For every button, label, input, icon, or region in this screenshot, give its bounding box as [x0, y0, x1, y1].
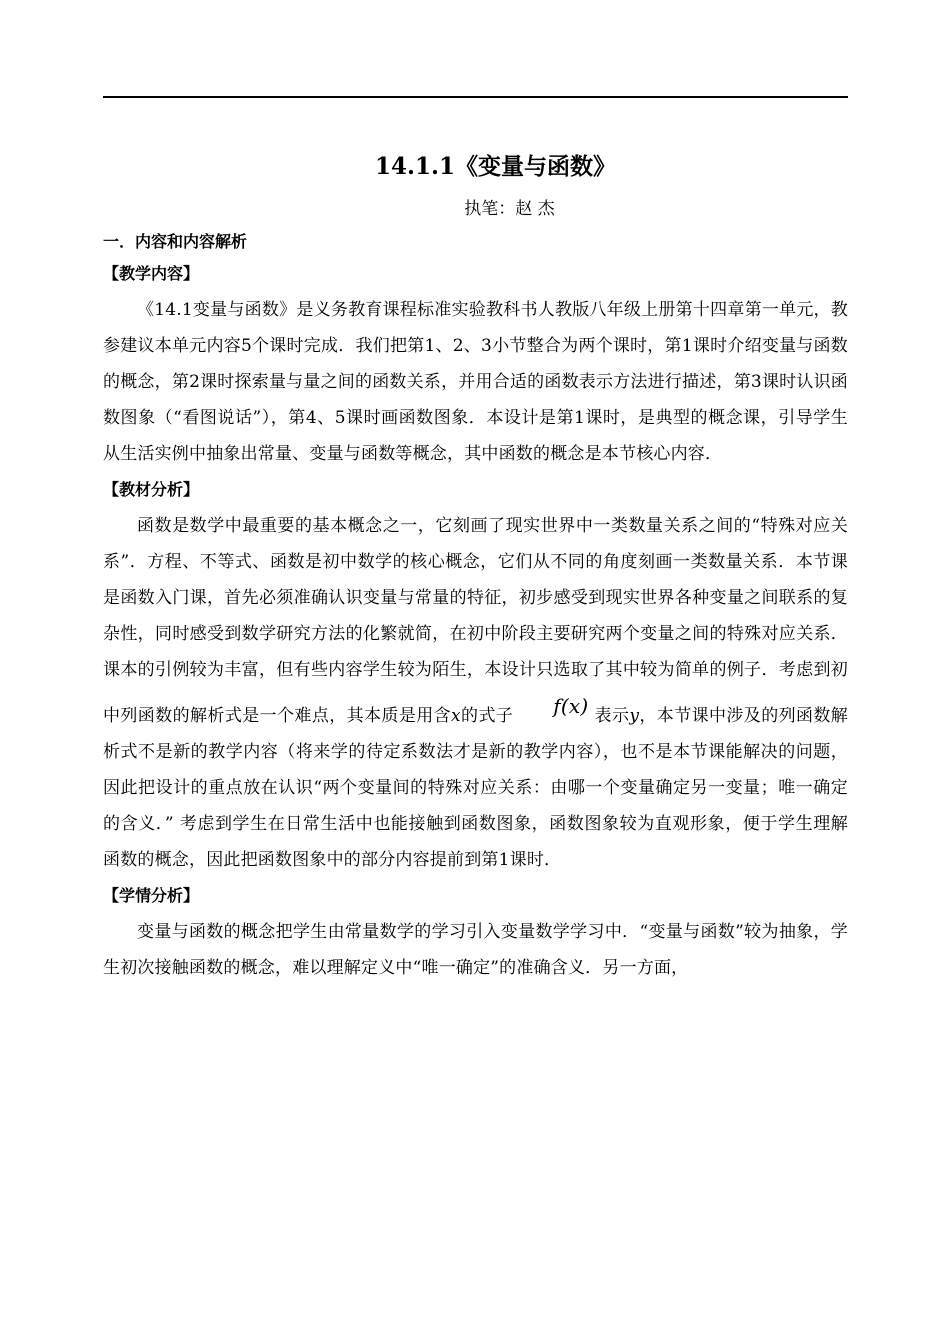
student-analysis-heading: 【学情分析】 — [103, 886, 200, 905]
author-line: 执笔：赵 杰 — [464, 199, 555, 219]
material-text-after: ，本节课中涉及的列函数解析式不是新的教学内容（将来学的待定系数法才是新的教学内容），也不是本节课能解决的问题，因此把设计的重点放在认识“两个变量间的特殊对应关系：由哪一个变量确定另一变量；唯一确定的含义．” 考虑到学生在日常生活中也能接触到函数图象，函数图象较为直观形象，便于学生理解函数的概念，因此把函数图象中的部分内容提前到第1课时． — [103, 706, 849, 870]
teaching-content-heading: 【教学内容】 — [103, 264, 200, 283]
material-text-de: 的 — [460, 706, 479, 726]
material-text-shizi: 式子 — [478, 706, 514, 726]
variable-y: y — [629, 706, 640, 726]
material-text-before: 函数是数学中最重要的基本概念之一，它刻画了现实世界中一类数量关系之间的“特殊对应关系”．方程、不等式、函数是初中数学的核心概念，它们从不同的角度刻画一类数量关系．本节课是函数入门课，首先必须准确认识变量与常量的特征，初步感受到现实世界各种变量之间联系的复杂性，同时感受到数学研究方法的化繁就简，在初中阶段主要研究两个变量之间的特殊对应关系．课本的引例较为丰富，但有些内容学生较为陌生，本设计只选取了其中较为简单的例子．考虑到初中列函数的解析式是一个难点，其本质是用含 — [103, 516, 848, 726]
material-analysis-heading: 【教材分析】 — [103, 480, 200, 499]
header-rule — [103, 96, 848, 98]
document-page — [103, 150, 848, 986]
document-title: 14.1.1《变量与函数》 — [374, 153, 617, 180]
material-text-biaoshi: 表示 — [594, 706, 630, 726]
student-analysis-paragraph: 变量与函数的概念把学生由常量数学的学习引入变量数学学习中．“变量与函数”较为抽象，学生初次接触函数的概念，难以理解定义中“唯一确定”的准确含义．另一方面， — [103, 922, 848, 978]
formula-fx: f(x) — [553, 694, 589, 718]
teaching-content-paragraph: 《14.1变量与函数》是义务教育课程标准实验教科书人教版八年级上册第十四章第一单元，教参建议本单元内容5个课时完成．我们把第1、2、3小节整合为两个课时，第1课时介绍变量与函数的概念，第2课时探索量与量之间的函数关系，并用合适的函数表示方法进行描述，第3课时认识函数图象（“看图说话”），第4、5课时画函数图象．本设计是第1课时，是典型的概念课，引导学生从生活实例中抽象出常量、变量与函数等概念，其中函数的概念是本节核心内容． — [103, 300, 848, 464]
variable-x: x — [451, 706, 461, 726]
section-heading: 一．内容和内容解析 — [103, 232, 248, 251]
material-analysis-paragraph — [103, 508, 848, 878]
